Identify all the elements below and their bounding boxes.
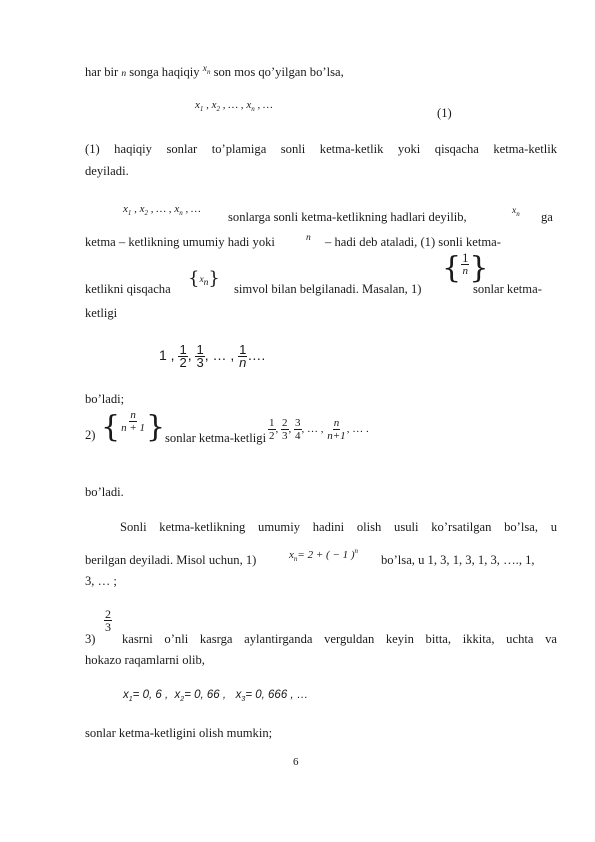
paragraph-general-term: ketma – ketlikning umumiy hadi yoki <box>85 235 275 249</box>
paragraph-intro <box>85 64 344 85</box>
text: bo’ladi. <box>85 485 124 499</box>
text: 3, … ; <box>85 574 117 588</box>
text: son mos qo’yilgan bo’lsa, <box>210 65 344 79</box>
text: sonlar ketma- <box>473 282 542 296</box>
text: 3) <box>85 632 96 646</box>
text: songa haqiqiy <box>126 65 203 79</box>
text: – hadi deb ataladi, (1) sonli ketma- <box>325 235 501 249</box>
sequence-formula: $x_1$ , $x_2$ , … , $x_n$ , … <box>195 99 273 113</box>
text: sonlar ketma-ketligi <box>165 431 267 445</box>
equation-number: (1) <box>437 106 452 120</box>
math-n: n <box>306 233 311 243</box>
text: bo’lsa, u 1, 3, 1, 3, 1, 3, …., 1, <box>381 553 535 567</box>
paragraph-general-term-method: Sonli ketma-ketlikning umumiy hadini olish usuli ko’rsatilgan bo’lsa, u <box>120 520 557 534</box>
text: har bir <box>85 65 122 79</box>
text: ketlikni qisqacha <box>85 282 171 296</box>
paragraph-definition-end: deyiladi. <box>85 164 129 178</box>
text: 2) <box>85 428 96 442</box>
text: sonlar ketma-ketligini olish mumkin; <box>85 726 273 740</box>
math-braced-fraction: { $\frac{n}{n + 1}$ } <box>101 409 166 445</box>
math-xn: xn <box>202 64 211 76</box>
formula-alternating: $x_n= 2$ + ( − 1 )$^n$ <box>289 547 358 563</box>
math-braced-xn: $\{x_n\}$ <box>188 268 220 290</box>
math-xn: $x_n$ <box>512 206 520 218</box>
text: bo’ladi; <box>85 392 125 406</box>
text: ga <box>541 210 553 224</box>
text: berilgan deyiladi. Misol uchun, 1) <box>85 553 257 567</box>
fraction-two-thirds: $\frac{2}{3}$ <box>105 607 111 634</box>
math-braced-fraction: { $\frac{1}{n}$ } <box>442 250 489 286</box>
example-fraction-sequence: $\frac{1}{2}$ , $\frac{2}{3}$ , $\frac{3}{4}$ , … , $\frac{n}{n+1}$ , … . <box>269 417 369 442</box>
decimal-sequence-formula: $x_1= 0$, 6 , $x_2= 0$, 66 , $x_3= 0$, 666 , … <box>123 689 309 703</box>
example-harmonic-sequence: 1 , $\frac{1}{2}$ , $\frac{1}{3}$ , … , $\frac{1}{n}$ …. <box>159 342 266 370</box>
page-number: 6 <box>293 756 299 768</box>
paragraph-decimal: kasrni o’nli kasrga aylantirganda verguldan keyin bitta, ikkita, uchta va <box>122 632 557 646</box>
text: simvol bilan belgilanadi. Masalan, 1) <box>234 282 422 296</box>
text: hokazo raqamlarni olib, <box>85 653 205 667</box>
paragraph-terms: sonlarga sonli ketma-ketlikning hadlari deyilib, <box>228 210 467 224</box>
paragraph-definition: (1) haqiqiy sonlar to’plamiga sonli ketma-ketlik yoki qisqacha ketma-ketlik <box>85 142 557 156</box>
sequence-terms-formula: $x_1$ , $x_2$ , … , $x_n$ , … <box>123 203 201 217</box>
text: ketligi <box>85 306 118 320</box>
math-n: n <box>121 69 127 79</box>
